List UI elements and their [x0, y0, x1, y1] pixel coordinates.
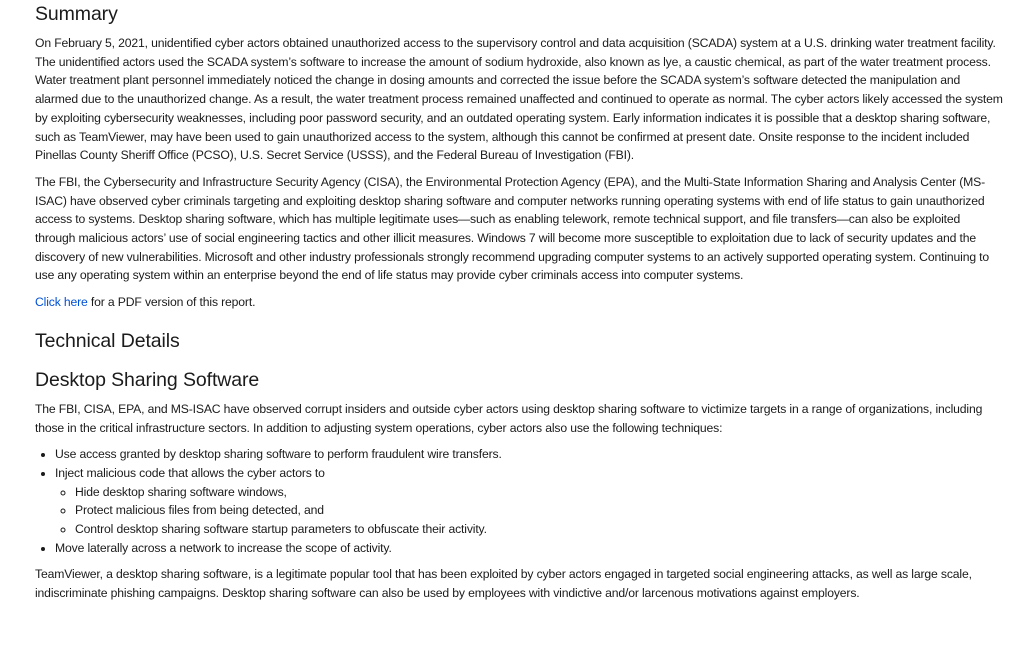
article-content — [35, 0, 1003, 603]
list-item-inject-code — [55, 464, 1003, 539]
list-item-move-laterally: • Move laterally across a network to increase the scope of activity. — [55, 539, 1003, 558]
sublist-item-protect-files: ◦ Protect malicious files from being detected, and — [75, 501, 1003, 520]
desktop-sharing-heading: Desktop Sharing Software — [35, 368, 260, 391]
techniques-list — [35, 445, 1003, 557]
list-item-inject-code-text: Inject malicious code that allows the cyber actors to — [55, 465, 325, 480]
summary-paragraph-2: The FBI, the Cybersecurity and Infrastructure Security Agency (CISA), the Environmental Protection Agency (EPA), and the Multi-State Information Sharing and Analysis Center (MS-ISAC) have observed cyber criminals targeting and exploiting desktop sharing software and computer networks running operating systems with end of life status to gain unauthorized access to systems. Desktop sharing software, which has multiple legitimate uses—such as enabling telework, remote technical support, and file transfers—can also be exploited through malicious actors’ use of social engineering tactics and other illicit measures. Windows 7 will become more susceptible to exploitation due to lack of security updates and the discovery of new vulnerabilities. Microsoft and other industry professionals strongly recommend upgrading computer systems to an actively supported operating system. Continuing to use any operating system within an enterprise beyond the end of life status may provide cyber criminals access into computer systems. — [35, 174, 990, 283]
desktop-sharing-intro: The FBI, CISA, EPA, and MS-ISAC have observed corrupt insiders and outside cyber actors using desktop sharing software to victimize targets in a range of organizations, including those in the critical infrastructure sectors. In addition to adjusting system operations, cyber actors also use the following techniques: — [35, 401, 983, 435]
technical-details-heading: Technical Details — [35, 329, 180, 352]
teamviewer-paragraph: TeamViewer, a desktop sharing software, is a legitimate popular tool that has been exploited by cyber actors engaged in targeted social engineering attacks, as well as large scale, indiscriminate phishing campaigns. Desktop sharing software can also be used by employees with vindictive and/or larcenous motivations against employers. — [35, 567, 972, 601]
summary-heading: Summary — [35, 3, 118, 25]
pdf-report-link[interactable]: Click here — [35, 295, 88, 310]
pdf-note-text: for a PDF version of this report. — [87, 295, 256, 310]
summary-paragraph-1: On February 5, 2021, unidentified cyber actors obtained unauthorized access to the supervisory control and data acquisition (SCADA) system at a U.S. drinking water treatment facility. The unidentified actors used the SCADA system’s software to increase the amount of sodium hydroxide, also known as lye, a caustic chemical, as part of the water treatment process. Water treatment plant personnel immediately noticed the change in dosing amounts and corrected the issue before the SCADA system’s software detected the manipulation and alarmed due to the unauthorized change. As a result, the water treatment process remained unaffected and continued to operate as normal. The cyber actors likely accessed the system by exploiting cybersecurity weaknesses, including poor password security, and an outdated operating system. Early information indicates it is possible that a desktop sharing software, such as TeamViewer, may have been used to gain unauthorized access to the system, although this cannot be confirmed at present date. Onsite response to the incident included Pinellas County Sheriff Office (PCSO), U.S. Secret Service (USSS), and the Federal Bureau of Investigation (FBI). — [35, 36, 1003, 163]
sublist-item-control-startup: ◦ Control desktop sharing software startup parameters to obfuscate their activity. — [75, 520, 1003, 539]
inject-code-sublist — [55, 483, 1003, 539]
list-item-wire-transfers: • Use access granted by desktop sharing software to perform fraudulent wire transfers. — [55, 445, 1003, 464]
sublist-item-hide-windows: ◦ Hide desktop sharing software windows, — [75, 483, 1003, 502]
pdf-note — [35, 293, 1003, 312]
